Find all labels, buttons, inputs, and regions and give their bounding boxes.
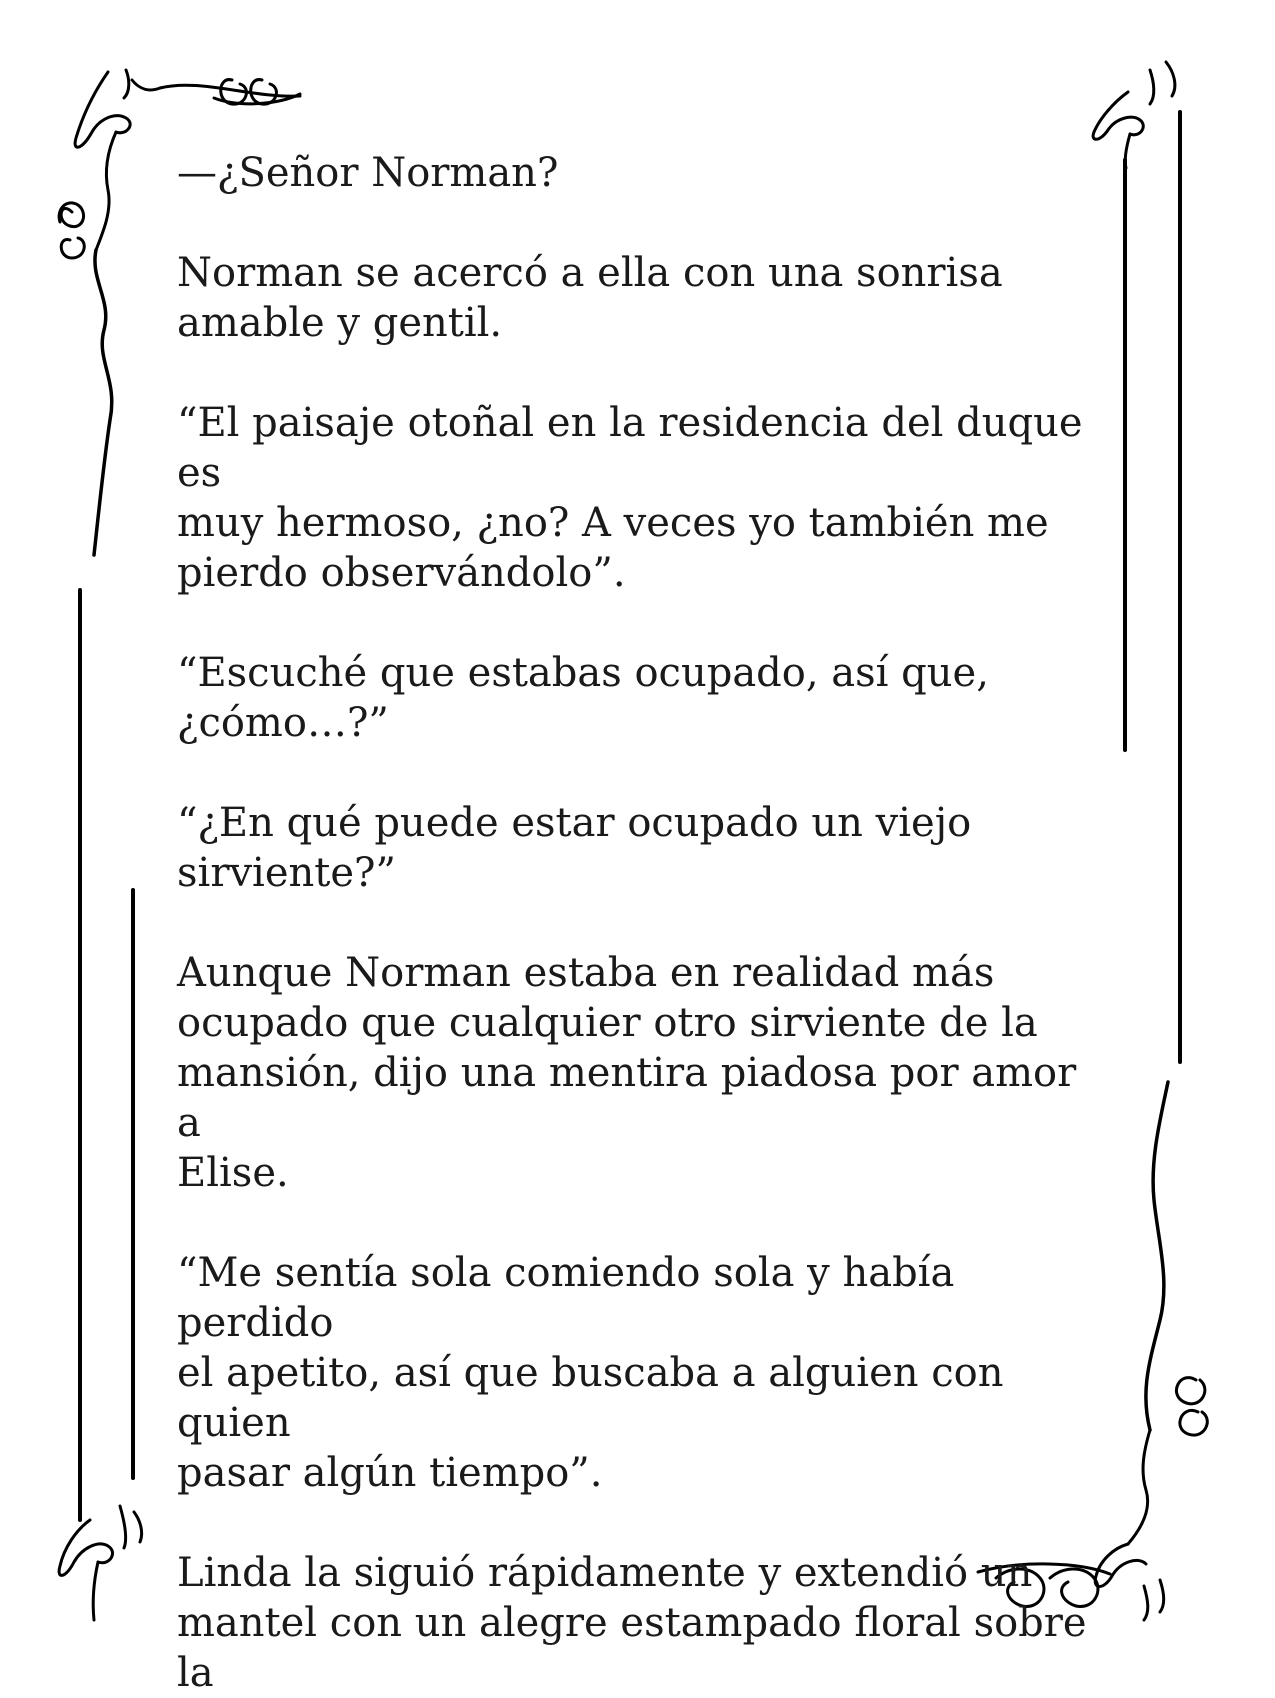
top-right-flourish-icon — [1093, 62, 1175, 168]
paragraph: Linda la siguió rápidamente y extendió un mantel con un alegre estampado floral sobre la — [177, 1550, 1087, 1696]
paragraph: “Me sentía sola comiendo sola y había perdido el apetito, así que buscaba a alguien con quien pasar algún tiempo”. — [177, 1250, 1004, 1496]
paragraph: —¿Señor Norman? — [177, 150, 559, 196]
paragraph: “¿En qué puede estar ocupado un viejo sirviente?” — [177, 800, 972, 896]
bottom-left-flourish-icon — [59, 1506, 142, 1620]
paragraph: “Escuché que estabas ocupado, así que, ¿cómo…?” — [177, 650, 989, 746]
paragraph: “El paisaje otoñal en la residencia del duque es muy hermoso, ¿no? A veces yo también me pierdo observándolo”. — [177, 400, 1083, 596]
paragraph: Aunque Norman estaba en realidad más ocupado que cualquier otro sirviente de la mansión, dijo una mentira piadosa por amor a Elise. — [177, 950, 1077, 1196]
body-text — [177, 148, 1097, 1698]
paragraph: Norman se acercó a ella con una sonrisa amable y gentil. — [177, 250, 1003, 346]
